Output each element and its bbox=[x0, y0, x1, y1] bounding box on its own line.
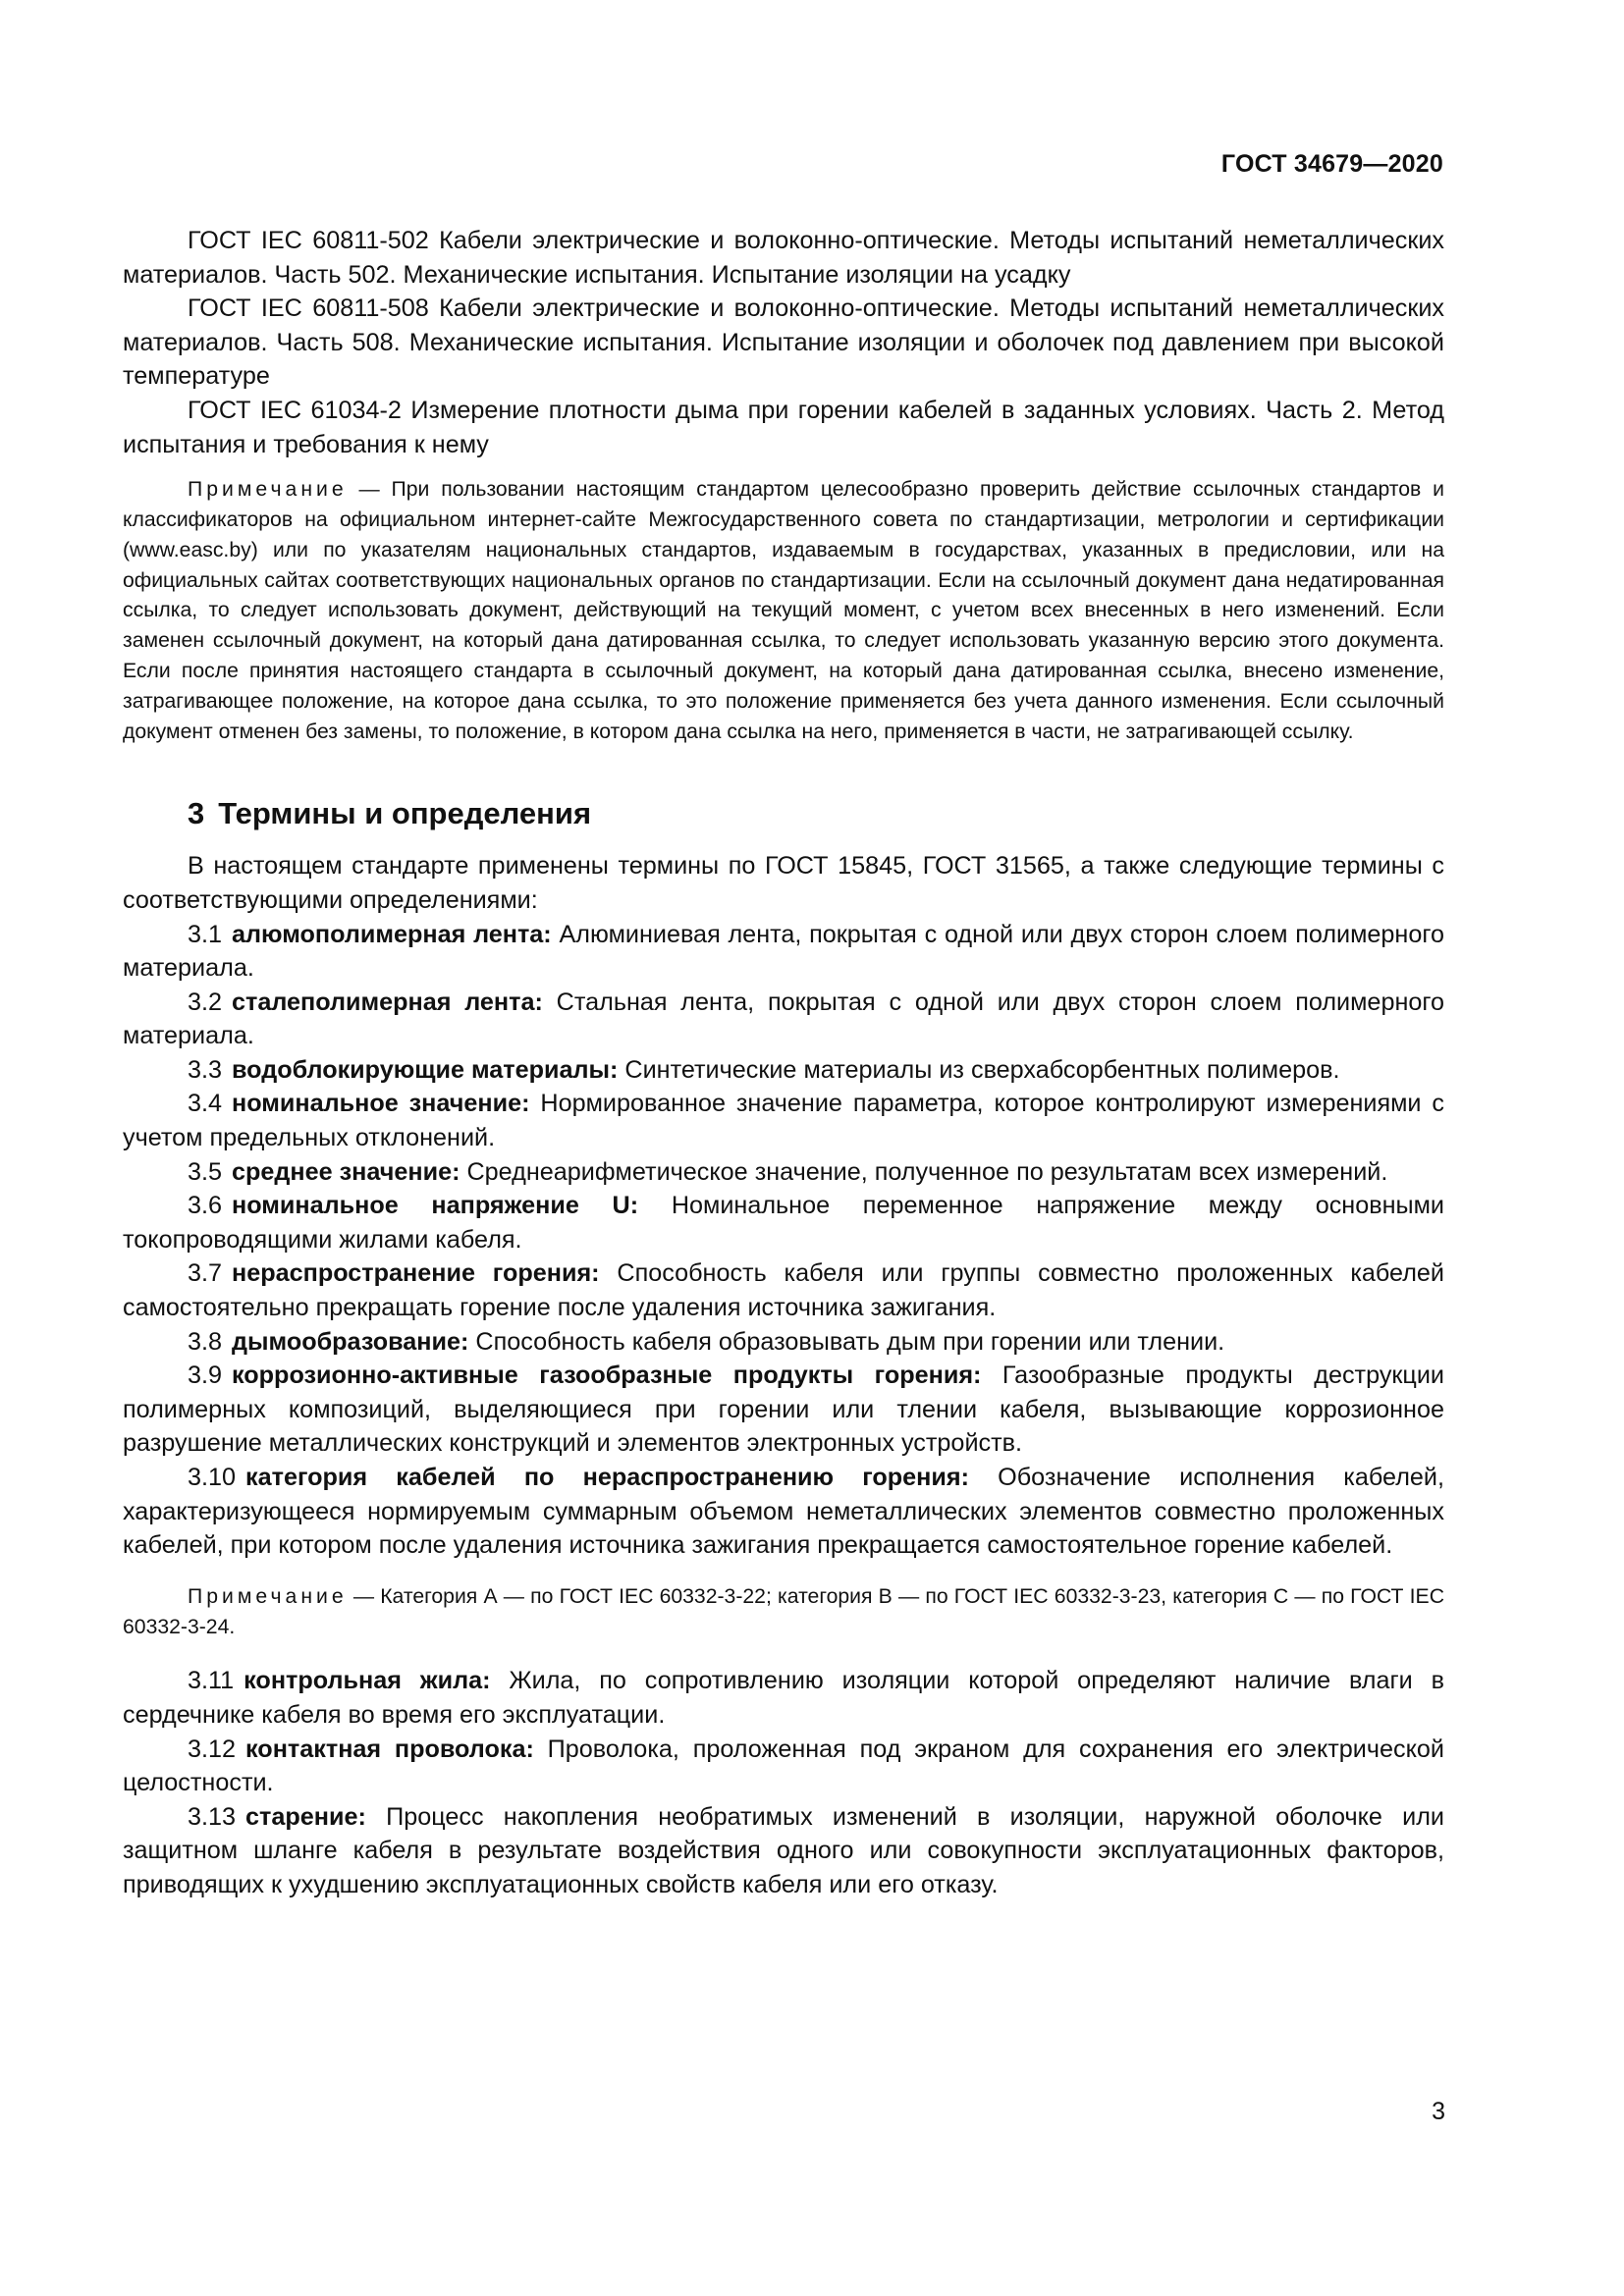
term-name: нераспространение горения: bbox=[232, 1259, 600, 1288]
term-number: 3.9 bbox=[188, 1362, 223, 1390]
term-name: дымообразование: bbox=[232, 1327, 469, 1356]
term-definition bbox=[123, 1325, 1444, 1360]
section-heading bbox=[188, 796, 1444, 831]
term-definition bbox=[123, 1664, 1444, 1732]
note-text: — Категория А — по ГОСТ IEC 60332-3-22; категория В — по ГОСТ IEC 60332-3-23, категория С — по ГОСТ IEC 60332-3-24. bbox=[123, 1584, 1444, 1638]
term-definition bbox=[123, 1461, 1444, 1563]
reference-item: ГОСТ IEC 60811-508 Кабели электрические и волоконно-оптические. Методы испытаний неметаллических материалов. Часть 508. Механические испытания. Испытание изоляции и оболочек под давлением при высокой температуре bbox=[123, 294, 1444, 391]
term-name: водоблокирующие материалы: bbox=[232, 1055, 619, 1084]
page-number: 3 bbox=[1432, 2098, 1445, 2125]
term-definition bbox=[123, 1800, 1444, 1902]
term-text: Обозначение исполнения кабелей, характеризующееся нормируемым суммарным объемом неметаллических элементов совместно проложенных кабелей, при котором после удаления источника зажигания прекращается самостоятельное горение кабелей. bbox=[123, 1464, 1444, 1560]
term-number: 3.8 bbox=[188, 1327, 223, 1356]
term-definition bbox=[123, 1189, 1444, 1256]
term-text: Среднеарифметическое значение, полученное по результатам всех измерений. bbox=[460, 1157, 1388, 1186]
term-number: 3.3 bbox=[188, 1055, 223, 1084]
term-text: Номинальное переменное напряжение между основными токопроводящими жилами кабеля. bbox=[123, 1192, 1444, 1254]
term-text: Процесс накопления необратимых изменений в изоляции, наружной оболочке или защитном шланге кабеля в результате воздействия одного или совокупности эксплуатационных факторов, приводящих к ухудшению эксплуатационных свойств кабеля или его отказу. bbox=[123, 1802, 1444, 1898]
note-references bbox=[123, 475, 1444, 747]
page-content bbox=[123, 224, 1444, 1902]
term-text: Стальная лента, покрытая с одной или двух сторон слоем полимерного материала. bbox=[123, 988, 1445, 1050]
term-name: старение: bbox=[245, 1802, 366, 1831]
term-definition bbox=[123, 1155, 1444, 1190]
term-number: 3.2 bbox=[188, 988, 223, 1016]
term-number: 3.7 bbox=[188, 1259, 223, 1288]
note-text: — При пользовании настоящим стандартом целесообразно проверить действие ссылочных стандартов и классификаторов на официальном интернет-сайте Межгосударственного совета по стандартизации, метрологии и сертификации (www.easc.by) или по указателям национальных стандартов, издаваемым в государствах, указанных в предисловии, или на официальных сайтах соответствующих национальных органов по стандартизации. Если на ссылочный документ дана недатированная ссылка, то следует использовать документ, действующий на текущий момент, с учетом всех внесенных в него изменений. Если заменен ссылочный документ, на который дана датированная ссылка, то следует использовать указанную версию этого документа. Если после принятия настоящего стандарта в ссылочный документ, на который дана датированная ссылка, внесено изменение, затрагивающее положение, на которое дана ссылка, то это положение применяется без учета данного изменения. Если ссылочный документ отменен без замены, то положение, в котором дана ссылка на него, применяется в части, не затрагивающей ссылку. bbox=[123, 478, 1444, 743]
term-definition bbox=[123, 1053, 1444, 1088]
term-text: Синтетические материалы из сверхабсорбентных полимеров. bbox=[618, 1055, 1340, 1084]
term-name: алюмополимерная лента: bbox=[232, 920, 552, 948]
term-definition bbox=[123, 986, 1444, 1053]
document-number-header: ГОСТ 34679—2020 bbox=[1220, 150, 1443, 178]
note-label: Примечание bbox=[188, 1584, 348, 1608]
term-text: Алюминиевая лента, покрытая с одной или двух сторон слоем полимерного материала. bbox=[123, 920, 1444, 983]
reference-item: ГОСТ IEC 61034-2 Измерение плотности дыма при горении кабелей в заданных условиях. Часть 2. Метод испытания и требования к нему bbox=[123, 396, 1444, 458]
note-categories bbox=[123, 1582, 1444, 1643]
term-number: 3.6 bbox=[188, 1192, 223, 1220]
term-name: контрольная жила: bbox=[244, 1667, 491, 1695]
term-number: 3.11 bbox=[188, 1667, 235, 1695]
term-number: 3.1 bbox=[188, 920, 223, 948]
term-name: контактная проволока: bbox=[245, 1735, 534, 1763]
term-number: 3.13 bbox=[188, 1802, 237, 1831]
term-name: номинальное значение: bbox=[232, 1090, 530, 1118]
term-number: 3.4 bbox=[188, 1090, 223, 1118]
term-definition bbox=[123, 1087, 1444, 1154]
term-text: Способность кабеля образовывать дым при горении или тлении. bbox=[468, 1327, 1225, 1356]
term-name: среднее значение: bbox=[232, 1157, 460, 1186]
term-definition bbox=[123, 918, 1444, 986]
term-definition bbox=[123, 1359, 1444, 1461]
term-text: Нормированное значение параметра, которое контролируют измерениями с учетом предельных отклонений. bbox=[123, 1090, 1444, 1152]
term-definition bbox=[123, 1256, 1444, 1324]
reference-item: ГОСТ IEC 60811-502 Кабели электрические и волоконно-оптические. Методы испытаний неметаллических материалов. Часть 502. Механические испытания. Испытание изоляции на усадку bbox=[123, 227, 1444, 289]
term-name: сталеполимерная лента: bbox=[232, 988, 543, 1016]
term-text: Жила, по сопротивлению изоляции которой определяют наличие влаги в сердечнике кабеля во время его эксплуатации. bbox=[123, 1667, 1445, 1729]
note-label: Примечание bbox=[188, 478, 348, 502]
term-definition bbox=[123, 1733, 1444, 1800]
term-name: номинальное напряжение U: bbox=[232, 1192, 639, 1220]
term-number: 3.10 bbox=[188, 1464, 237, 1492]
section-intro: В настоящем стандарте применены термины по ГОСТ 15845, ГОСТ 31565, а также следующие термины с соответствующими определениями: bbox=[123, 852, 1444, 914]
term-number: 3.12 bbox=[188, 1735, 237, 1763]
section-number: 3 bbox=[188, 796, 205, 831]
term-name: коррозионно-активные газообразные продукты горения: bbox=[232, 1362, 982, 1390]
term-text: Газообразные продукты деструкции полимерных композиций, выделяющиеся при горении или тлении кабеля, вызывающие коррозионное разрушение металлических конструкций и элементов электронных устройств. bbox=[123, 1362, 1444, 1458]
term-text: Проволока, проложенная под экраном для сохранения его электрической целостности. bbox=[123, 1735, 1444, 1797]
term-number: 3.5 bbox=[188, 1157, 223, 1186]
section-title: Термины и определения bbox=[218, 796, 592, 831]
term-name: категория кабелей по нераспространению горения: bbox=[245, 1464, 969, 1492]
term-text: Способность кабеля или группы совместно проложенных кабелей самостоятельно прекращать горение после удаления источника зажигания. bbox=[123, 1259, 1444, 1322]
